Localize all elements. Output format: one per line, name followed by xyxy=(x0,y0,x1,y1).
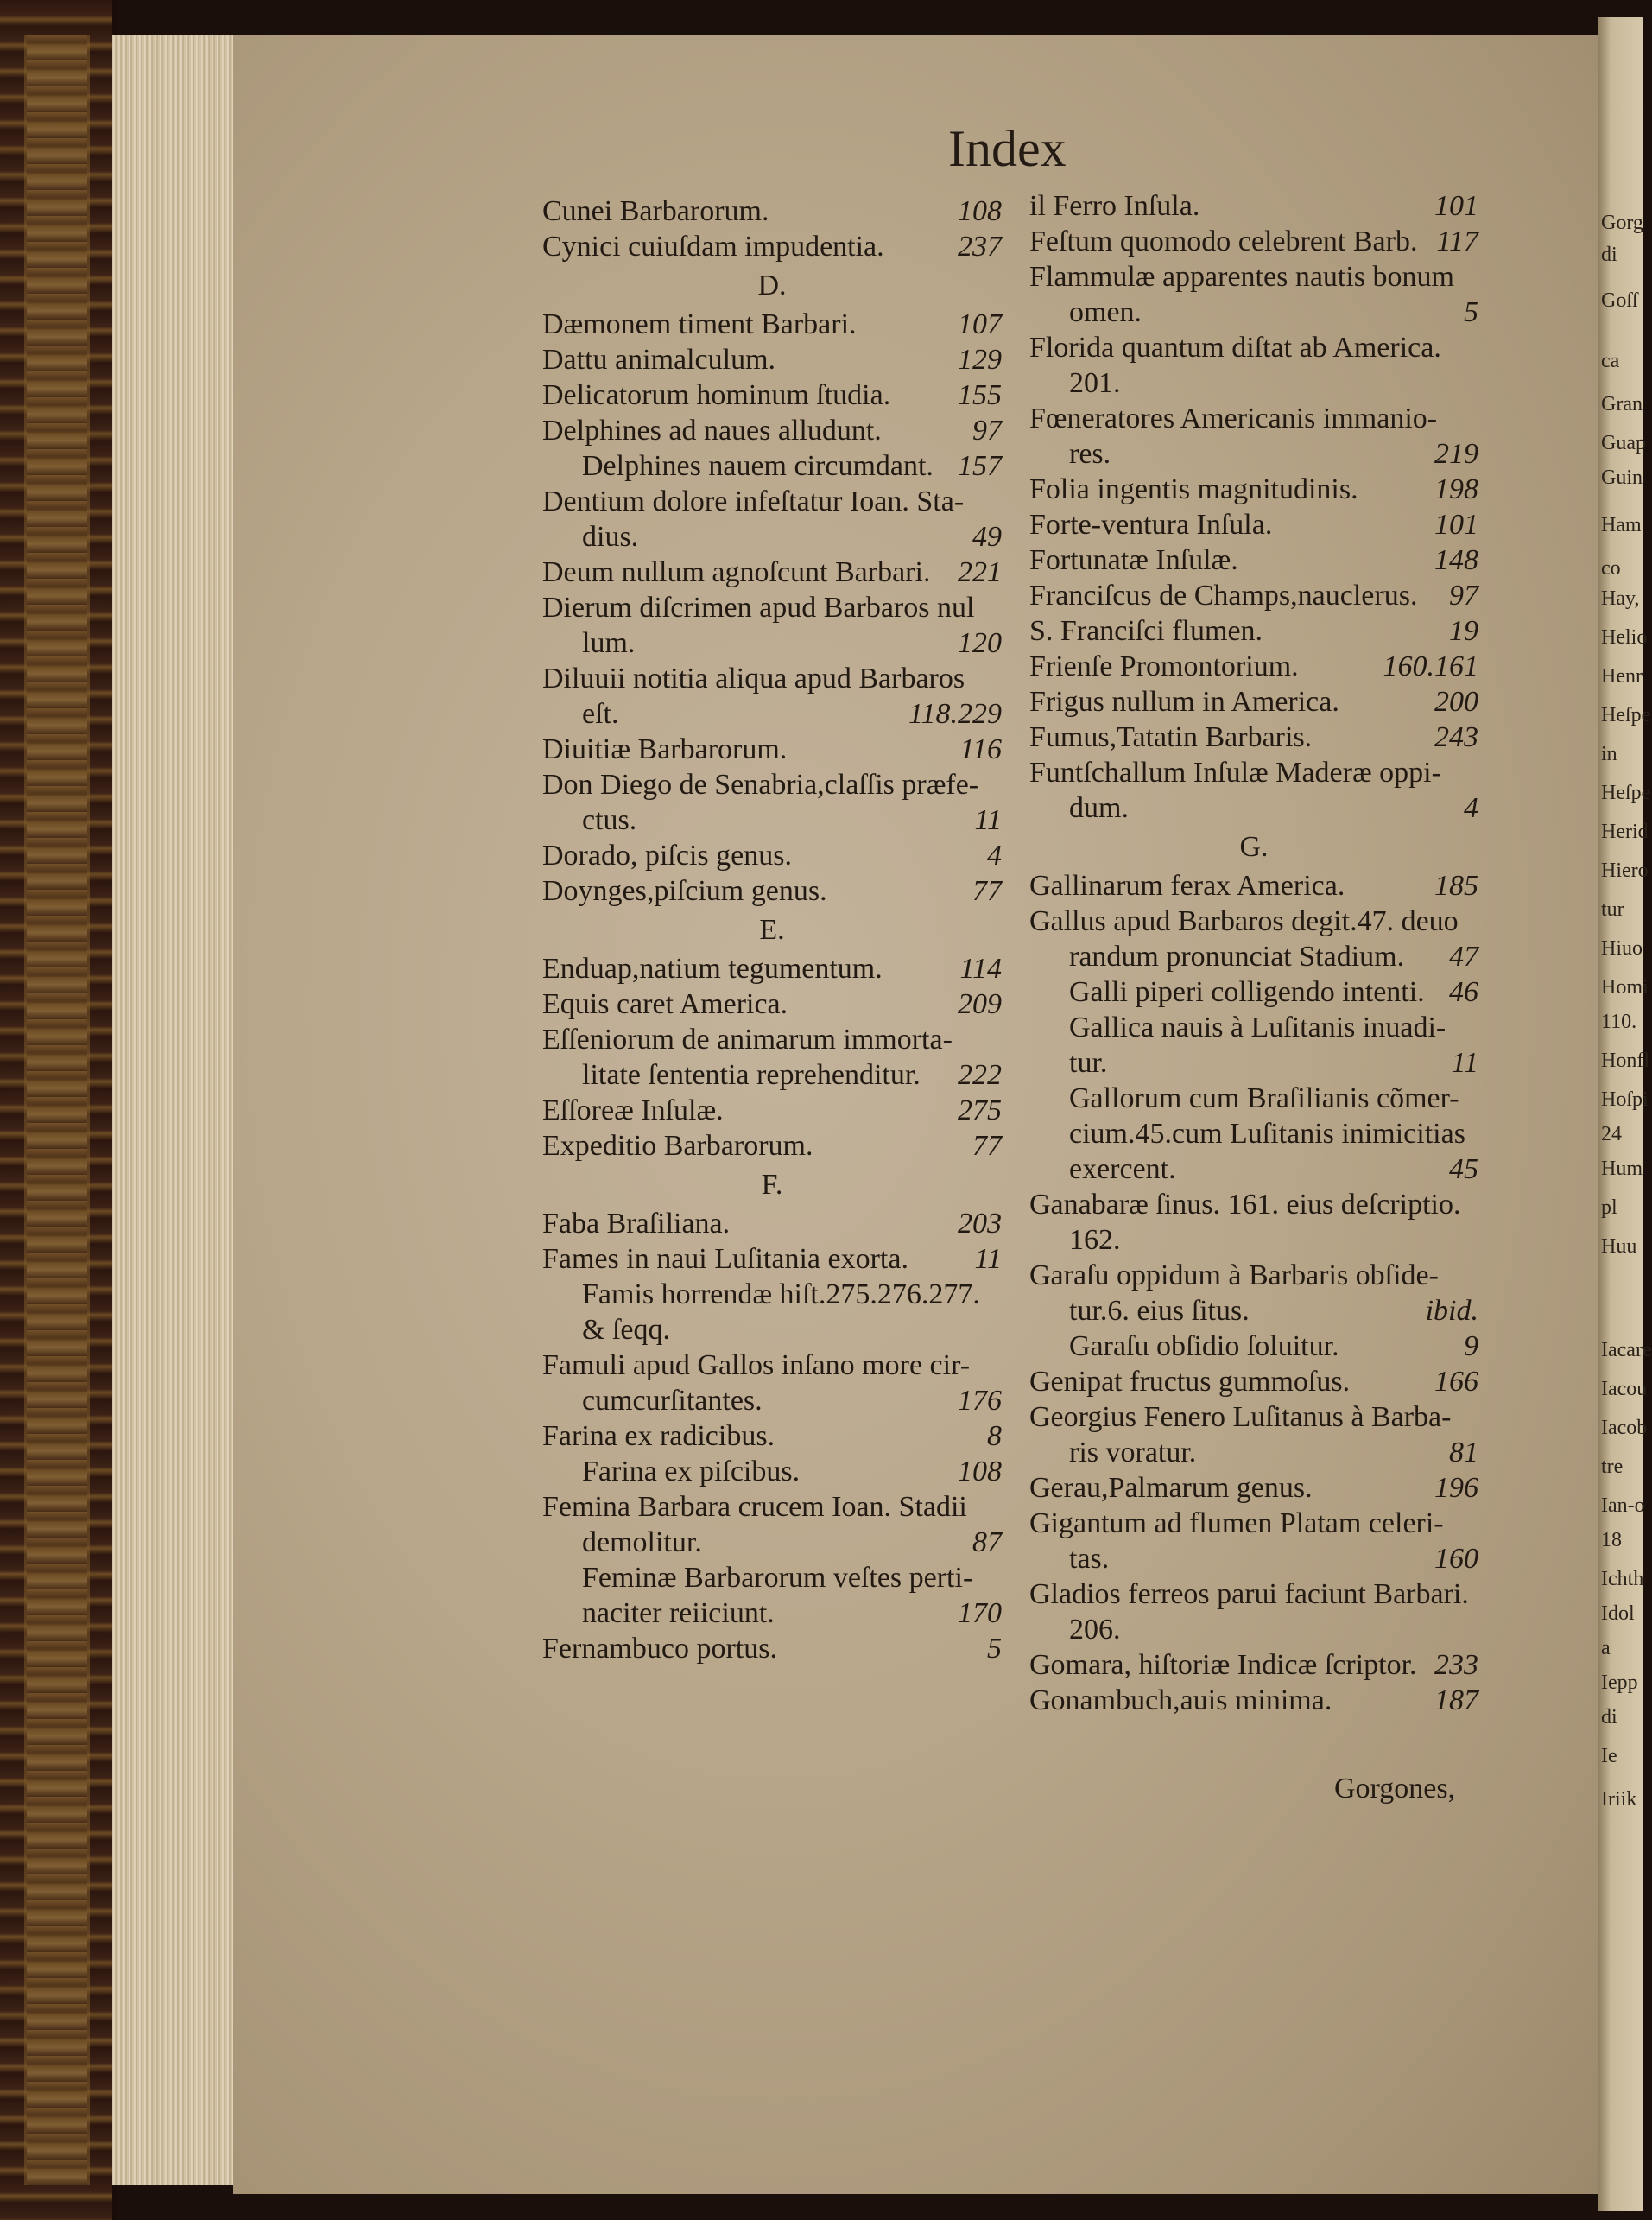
entry-page-ref: 116 xyxy=(959,733,1002,765)
entry-text: Funtſchallum Inſulæ Maderæ oppi- xyxy=(1029,757,1441,789)
entry-page-ref: 155 xyxy=(958,379,1002,411)
section-letter: D. xyxy=(757,270,787,301)
entry-text: Florida quantum diſtat ab America. xyxy=(1029,332,1441,364)
entry-text: Folia ingentis magnitudinis. xyxy=(1029,473,1358,505)
entry-text: Deum nullum agnoſcunt Barbari. xyxy=(542,556,931,588)
entry-text: Galli piperi colligendo intenti. xyxy=(1069,976,1425,1008)
entry-text: Georgius Fenero Luſitanus à Barba- xyxy=(1029,1401,1452,1433)
entry-text: demolitur. xyxy=(582,1526,702,1558)
facing-page-fragment: Herid xyxy=(1601,821,1649,843)
index-entry xyxy=(542,873,1002,909)
entry-page-ref: 45 xyxy=(1449,1153,1478,1185)
index-entry xyxy=(1029,578,1478,613)
facing-page-fragment: Hiero xyxy=(1601,859,1649,882)
index-entry xyxy=(542,1312,1002,1348)
index-entry xyxy=(542,838,1002,873)
index-entry xyxy=(542,193,1002,229)
entry-page-ref: 157 xyxy=(958,450,1002,482)
facing-page-fragment: Gorg xyxy=(1601,212,1643,234)
facing-page-fragment: tur xyxy=(1601,898,1624,921)
facing-page-fragment: Ichth xyxy=(1601,1568,1644,1590)
entry-text: Feminæ Barbarorum veſtes perti- xyxy=(582,1562,973,1594)
entry-text: S. Franciſci flumen. xyxy=(1029,615,1263,647)
facing-page-fragment: Ie xyxy=(1601,1745,1617,1767)
facing-page-fragment: co xyxy=(1601,557,1621,580)
entry-text: Cunei Barbarorum. xyxy=(542,195,769,227)
entry-text: Fames in naui Luſitania exorta. xyxy=(542,1243,908,1275)
page-edges xyxy=(112,35,233,2185)
facing-page-fragment: Ian-o xyxy=(1601,1494,1645,1517)
entry-page-ref: 233 xyxy=(1434,1649,1478,1681)
entry-text: Don Diego de Senabria,claſſis præfe- xyxy=(542,769,979,801)
index-entry xyxy=(1029,939,1478,974)
entry-page-ref: 198 xyxy=(1434,473,1478,505)
entry-text: Eſſoreæ Inſulæ. xyxy=(542,1094,724,1126)
entry-page-ref: 108 xyxy=(958,195,1002,227)
entry-page-ref: 166 xyxy=(1434,1366,1478,1398)
entry-text: Frienſe Promontorium. xyxy=(1029,650,1299,682)
entry-text: randum pronunciat Stadium. xyxy=(1069,941,1405,973)
facing-page-fragment: Heſpe xyxy=(1601,704,1651,726)
entry-page-ref: 237 xyxy=(958,231,1002,263)
entry-text: ris voratur. xyxy=(1069,1437,1197,1468)
entry-page-ref: 187 xyxy=(1434,1684,1478,1716)
entry-text: Gerau,Palmarum genus. xyxy=(1029,1472,1313,1504)
index-entry xyxy=(542,1241,1002,1277)
facing-page-fragment: tre xyxy=(1601,1456,1624,1478)
facing-page-fragment: Homi xyxy=(1601,976,1649,999)
index-entry xyxy=(542,1454,1002,1489)
entry-page-ref: 170 xyxy=(958,1597,1002,1629)
entry-text: tas. xyxy=(1069,1543,1110,1575)
entry-text: 206. xyxy=(1069,1614,1121,1646)
entry-text: ctus. xyxy=(582,804,637,836)
entry-text: Franciſcus de Champs,nauclerus. xyxy=(1029,580,1418,612)
entry-text: dum. xyxy=(1069,792,1129,824)
index-entry xyxy=(542,732,1002,767)
index-entry xyxy=(542,229,1002,264)
entry-text: Gigantum ad flumen Platam celeri- xyxy=(1029,1507,1444,1539)
index-entry xyxy=(1029,1541,1478,1576)
facing-page-fragment: Hiuo xyxy=(1601,937,1643,960)
entry-text: Diluuii notitia aliqua apud Barbaros xyxy=(542,663,965,695)
entry-text: cumcurſitantes. xyxy=(582,1385,763,1417)
index-entry xyxy=(1029,1683,1478,1718)
entry-page-ref: 5 xyxy=(1464,296,1478,328)
index-entry xyxy=(1029,790,1478,826)
index-entry xyxy=(542,951,1002,986)
index-entry xyxy=(542,1560,1002,1595)
index-entry xyxy=(1029,1293,1478,1329)
index-entry xyxy=(542,1277,1002,1312)
entry-text: Genipat fructus gummoſus. xyxy=(1029,1366,1351,1398)
entry-text: Delicatorum hominum ſtudia. xyxy=(542,379,891,411)
section-letter: E. xyxy=(759,914,785,946)
entry-page-ref: 222 xyxy=(958,1059,1002,1091)
entry-text: litate ſententia reprehenditur. xyxy=(582,1059,921,1091)
facing-page-fragment: di xyxy=(1601,1706,1617,1728)
entry-page-ref: 77 xyxy=(972,1130,1002,1162)
entry-text: Garaſu oppidum à Barbaris obſide- xyxy=(1029,1259,1439,1291)
entry-page-ref: 219 xyxy=(1434,438,1478,470)
entry-text: exercent. xyxy=(1069,1153,1176,1185)
entry-page-ref: 176 xyxy=(958,1385,1002,1417)
index-entry xyxy=(542,1022,1002,1057)
index-entry xyxy=(542,1525,1002,1560)
index-entry xyxy=(1029,904,1478,939)
entry-text: Gallinarum ferax America. xyxy=(1029,870,1345,902)
entry-page-ref: 4 xyxy=(1464,792,1478,824)
entry-page-ref: 108 xyxy=(958,1456,1002,1487)
entry-page-ref: 275 xyxy=(958,1094,1002,1126)
facing-page-fragment: Hum xyxy=(1601,1158,1643,1180)
entry-page-ref: 107 xyxy=(958,308,1002,340)
index-entry xyxy=(1029,259,1478,295)
index-entry xyxy=(1029,1010,1478,1045)
index-entry xyxy=(1029,1151,1478,1187)
index-entry xyxy=(1029,1329,1478,1364)
entry-text: Expeditio Barbarorum. xyxy=(542,1130,813,1162)
entry-page-ref: 185 xyxy=(1434,870,1478,902)
index-entry xyxy=(1029,1470,1478,1506)
facing-page-fragment: Iriik xyxy=(1601,1788,1637,1811)
entry-text: Garaſu obſidio ſoluitur. xyxy=(1069,1330,1339,1362)
index-entry xyxy=(1029,1647,1478,1683)
entry-text: Fernambuco portus. xyxy=(542,1633,777,1665)
index-entry xyxy=(542,1348,1002,1383)
index-entry xyxy=(1029,1612,1478,1647)
index-entry xyxy=(542,1128,1002,1164)
entry-text: res. xyxy=(1069,438,1111,470)
index-entry xyxy=(1029,224,1478,259)
entry-text: omen. xyxy=(1069,296,1142,328)
entry-text: Doynges,piſcium genus. xyxy=(542,875,827,907)
index-entry xyxy=(1029,1506,1478,1541)
entry-page-ref: 81 xyxy=(1449,1437,1478,1468)
index-entry xyxy=(542,1631,1002,1666)
index-entry xyxy=(542,1093,1002,1128)
entry-page-ref: 87 xyxy=(972,1526,1002,1558)
index-entry xyxy=(1029,1399,1478,1435)
entry-text: Flammulæ apparentes nautis bonum xyxy=(1029,261,1454,293)
entry-page-ref: 19 xyxy=(1449,615,1478,647)
entry-page-ref: 196 xyxy=(1434,1472,1478,1504)
index-entry xyxy=(542,590,1002,625)
index-entry xyxy=(1029,542,1478,578)
index-entry xyxy=(1029,1116,1478,1151)
entry-page-ref: 117 xyxy=(1436,225,1478,257)
entry-text: Femina Barbara crucem Ioan. Stadii xyxy=(542,1491,967,1523)
index-entry xyxy=(1029,613,1478,649)
entry-text: Dæmonem timent Barbari. xyxy=(542,308,857,340)
entry-page-ref: 209 xyxy=(958,988,1002,1020)
entry-text: lum. xyxy=(582,627,636,659)
index-entry xyxy=(1029,1364,1478,1399)
entry-page-ref: 49 xyxy=(972,521,1002,553)
facing-page-fragment: Iacou xyxy=(1601,1378,1648,1400)
facing-page-fragment: 24 xyxy=(1601,1123,1622,1145)
facing-page-fragment: Guin xyxy=(1601,466,1643,489)
entry-text: Fortunatæ Inſulæ. xyxy=(1029,544,1238,576)
entry-page-ref: 97 xyxy=(972,415,1002,447)
index-entry xyxy=(1029,188,1478,224)
facing-page-fragment: pl xyxy=(1601,1196,1617,1219)
index-entry xyxy=(542,448,1002,484)
entry-text: 201. xyxy=(1069,367,1121,399)
index-entry xyxy=(542,555,1002,590)
entry-page-ref: 221 xyxy=(958,556,1002,588)
entry-page-ref: 101 xyxy=(1434,190,1478,222)
facing-page-fragment: 18 xyxy=(1601,1529,1622,1551)
index-entry xyxy=(1029,720,1478,755)
entry-page-ref: 114 xyxy=(959,953,1002,985)
index-entry xyxy=(542,1383,1002,1418)
index-entry xyxy=(1029,1045,1478,1081)
index-entry xyxy=(542,986,1002,1022)
index-entry xyxy=(1029,974,1478,1010)
entry-page-ref: 148 xyxy=(1434,544,1478,576)
facing-page-fragment: Idol xyxy=(1601,1602,1635,1625)
entry-page-ref: 160 xyxy=(1434,1543,1478,1575)
index-entry xyxy=(1029,401,1478,436)
entry-text: dius. xyxy=(582,521,639,553)
facing-page-fragment: Iepp xyxy=(1601,1671,1638,1694)
entry-text: Ganabaræ ſinus. 161. eius deſcriptio. xyxy=(1029,1189,1461,1221)
entry-page-ref: 8 xyxy=(987,1420,1002,1452)
facing-page-fragment: ca xyxy=(1601,350,1620,372)
entry-text: Dattu animalculum. xyxy=(542,344,776,376)
facing-page-fragment: Heſpe xyxy=(1601,782,1651,804)
index-entry xyxy=(1029,1258,1478,1293)
entry-text: Farina ex piſcibus. xyxy=(582,1456,801,1487)
gilt-decoration xyxy=(24,35,90,2185)
page-title: Index xyxy=(948,120,1067,177)
index-entry xyxy=(542,696,1002,732)
facing-page-fragment: Goſſ xyxy=(1601,289,1638,312)
entry-text: Feſtum quomodo celebrent Barb. xyxy=(1029,225,1418,257)
book-spine xyxy=(0,0,117,2220)
index-entry xyxy=(1029,684,1478,720)
entry-text: eſt. xyxy=(582,698,619,730)
entry-page-ref: 11 xyxy=(974,1243,1002,1275)
index-entry xyxy=(1029,330,1478,365)
index-entry xyxy=(542,519,1002,555)
facing-page-fragment: Iacob xyxy=(1601,1417,1648,1439)
facing-page-fragment: Iacare xyxy=(1601,1339,1652,1361)
index-entry xyxy=(542,484,1002,519)
facing-page-fragment: 110. xyxy=(1601,1011,1637,1033)
index-entry xyxy=(542,625,1002,661)
entry-text: Diuitiæ Barbarorum. xyxy=(542,733,788,765)
index-entry xyxy=(542,1418,1002,1454)
index-entry xyxy=(1029,755,1478,790)
facing-page-fragment: Huu xyxy=(1601,1235,1637,1258)
entry-page-ref: 203 xyxy=(958,1208,1002,1240)
entry-text: 162. xyxy=(1069,1224,1121,1256)
index-entry xyxy=(1029,1222,1478,1258)
index-entry xyxy=(542,661,1002,696)
facing-page-fragment: di xyxy=(1601,244,1617,266)
facing-page-fragment: Helio xyxy=(1601,626,1648,649)
entry-page-ref: 9 xyxy=(1464,1330,1478,1362)
index-entry xyxy=(1029,365,1478,401)
entry-text: Dorado, piſcis genus. xyxy=(542,840,792,872)
index-entry xyxy=(542,413,1002,448)
entry-text: tur. xyxy=(1069,1047,1108,1079)
facing-page-fragment: Guap xyxy=(1601,432,1646,454)
entry-text: Famis horrendæ hiſt.275.276.277. xyxy=(582,1278,980,1310)
index-column-left xyxy=(542,193,1002,1666)
entry-page-ref: 118.229 xyxy=(908,698,1002,730)
index-entry xyxy=(542,802,1002,838)
entry-text: Fœneratores Americanis immanio- xyxy=(1029,403,1438,434)
entry-text: Dentium dolore infeſtatur Ioan. Sta- xyxy=(542,485,965,517)
facing-page-fragment: Hoſpi xyxy=(1601,1088,1649,1111)
facing-page-fragment: in xyxy=(1601,743,1617,765)
index-entry xyxy=(542,342,1002,377)
entry-text: Famuli apud Gallos inſano more cir- xyxy=(542,1349,971,1381)
index-entry xyxy=(1029,868,1478,904)
entry-text: Gomara, hiſtoriæ Indicæ ſcriptor. xyxy=(1029,1649,1417,1681)
entry-text: Gallica nauis à Luſitanis inuadi- xyxy=(1069,1012,1446,1043)
entry-text: Gladios ferreos parui faciunt Barbari. xyxy=(1029,1578,1469,1610)
entry-text: Cynici cuiuſdam impudentia. xyxy=(542,231,884,263)
facing-page-edge xyxy=(1598,17,1652,2211)
entry-page-ref: 120 xyxy=(958,627,1002,659)
entry-text: Frigus nullum in America. xyxy=(1029,686,1339,718)
entry-text: Gallorum cum Braſilianis cõmer- xyxy=(1069,1082,1459,1114)
facing-page-fragment: Honfl xyxy=(1601,1050,1649,1072)
facing-page-fragment: Hay, xyxy=(1601,587,1640,610)
entry-text: Fumus,Tatatin Barbaris. xyxy=(1029,721,1313,753)
index-entry xyxy=(542,307,1002,342)
index-entry xyxy=(1029,1576,1478,1612)
entry-page-ref: ibid. xyxy=(1425,1295,1478,1327)
entry-text: & ſeqq. xyxy=(582,1314,670,1346)
index-entry xyxy=(1029,1187,1478,1222)
facing-page-fragment: a xyxy=(1601,1637,1611,1659)
index-entry xyxy=(542,1057,1002,1093)
entry-text: Gonambuch,auis minima. xyxy=(1029,1684,1332,1716)
entry-page-ref: 77 xyxy=(972,875,1002,907)
entry-page-ref: 47 xyxy=(1449,941,1478,973)
entry-page-ref: 129 xyxy=(958,344,1002,376)
index-entry xyxy=(542,1206,1002,1241)
index-entry xyxy=(542,377,1002,413)
entry-text: naciter reiiciunt. xyxy=(582,1597,775,1629)
index-entry xyxy=(1029,649,1478,684)
entry-page-ref: 97 xyxy=(1449,580,1478,612)
section-letter: G. xyxy=(1239,831,1269,863)
index-entry xyxy=(542,767,1002,802)
index-entry xyxy=(542,1489,1002,1525)
entry-page-ref: 101 xyxy=(1434,509,1478,541)
entry-text: cium.45.cum Luſitanis inimicitias xyxy=(1069,1118,1465,1150)
facing-page-fragment: Ham xyxy=(1601,514,1642,536)
index-entry xyxy=(1029,507,1478,542)
entry-text: Eſſeniorum de animarum immorta- xyxy=(542,1024,953,1056)
entry-text: Delphines nauem circumdant. xyxy=(582,450,934,482)
entry-page-ref: 46 xyxy=(1449,976,1478,1008)
index-entry xyxy=(1029,472,1478,507)
entry-text: Dierum diſcrimen apud Barbaros nul xyxy=(542,592,975,624)
facing-page-fragment: Henr xyxy=(1601,665,1643,688)
entry-text: Faba Braſiliana. xyxy=(542,1208,731,1240)
entry-text: Equis caret America. xyxy=(542,988,788,1020)
catchword: Gorgones, xyxy=(1334,1773,1456,1805)
entry-text: Enduap,natium tegumentum. xyxy=(542,953,883,985)
facing-page-fragment: Gran xyxy=(1601,393,1643,415)
entry-text: Forte-ventura Inſula. xyxy=(1029,509,1273,541)
index-entry xyxy=(1029,436,1478,472)
index-entry xyxy=(542,1595,1002,1631)
entry-text: Delphines ad naues alludunt. xyxy=(542,415,882,447)
entry-page-ref: 243 xyxy=(1434,721,1478,753)
index-entry xyxy=(1029,295,1478,330)
index-entry xyxy=(1029,1081,1478,1116)
entry-page-ref: 4 xyxy=(987,840,1002,872)
entry-page-ref: 11 xyxy=(974,804,1002,836)
section-letter: F. xyxy=(761,1169,783,1201)
index-column-right xyxy=(1029,188,1478,1718)
index-entry xyxy=(1029,1435,1478,1470)
entry-text: Gallus apud Barbaros degit.47. deuo xyxy=(1029,905,1459,937)
entry-page-ref: 160.161 xyxy=(1383,650,1478,682)
entry-page-ref: 11 xyxy=(1451,1047,1478,1079)
entry-text: tur.6. eius ſitus. xyxy=(1069,1295,1250,1327)
entry-text: Farina ex radicibus. xyxy=(542,1420,775,1452)
entry-text: il Ferro Inſula. xyxy=(1029,190,1200,222)
entry-page-ref: 200 xyxy=(1434,686,1478,718)
entry-page-ref: 5 xyxy=(987,1633,1002,1665)
